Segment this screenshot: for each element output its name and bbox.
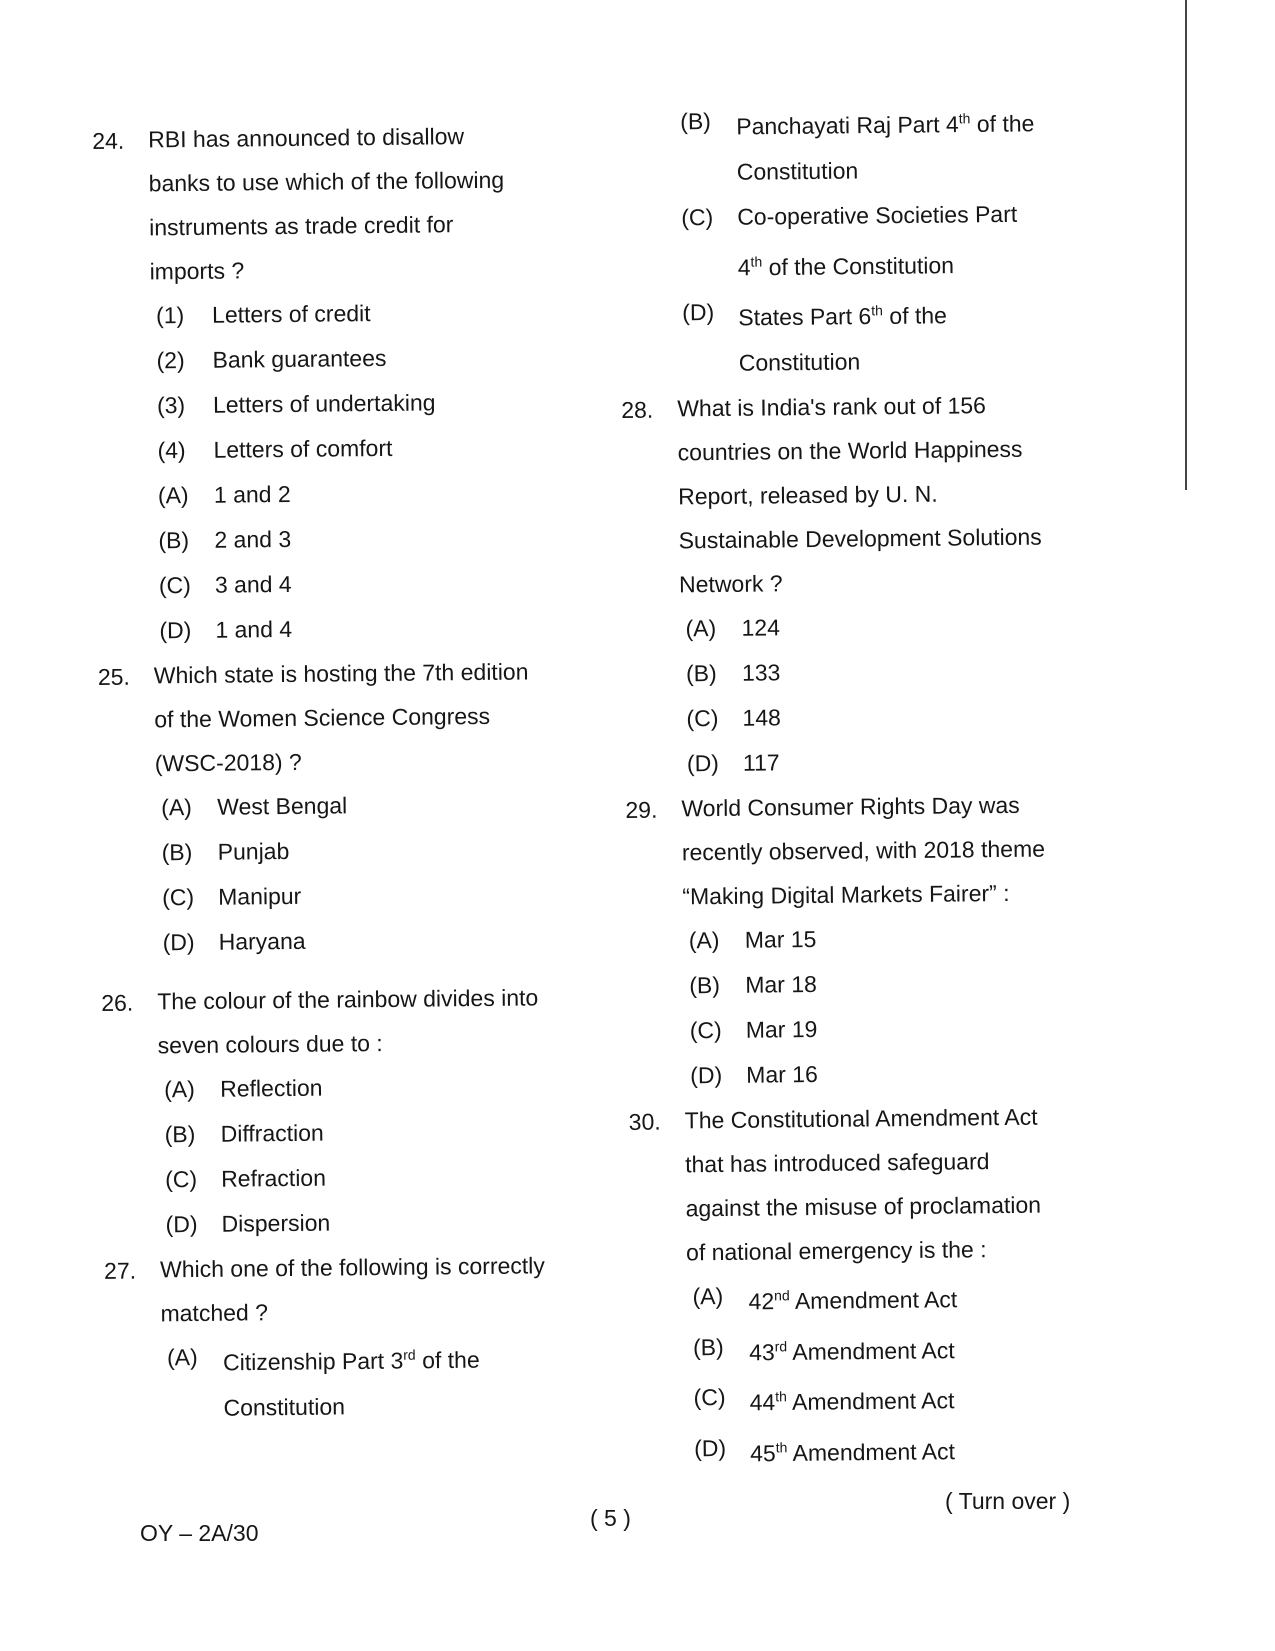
option-text [213, 380, 436, 427]
option [679, 602, 1073, 651]
option-label: (4) [157, 437, 186, 464]
question-number: 27. [103, 1257, 137, 1284]
option-line [217, 783, 347, 829]
option-text [214, 472, 291, 518]
option-main: Mar 16 [746, 1060, 818, 1088]
option [150, 289, 564, 338]
stem-line: The Constitutional Amendment Act [684, 1103, 1038, 1134]
question-number: 30. [628, 1108, 661, 1135]
option-line [217, 829, 289, 875]
stem-line: recently observed, with 2018 theme [681, 835, 1046, 866]
option [153, 559, 567, 608]
stem-line: countries on the World Happiness [677, 435, 1023, 466]
option [153, 604, 567, 653]
stem-line: What is India's rank out of 156 [677, 392, 987, 422]
option-label: (D) [690, 1061, 723, 1089]
option-main: Mar 18 [745, 970, 817, 998]
option-text [746, 1052, 818, 1098]
paper-code: OY – 2A/30 [140, 1520, 259, 1546]
option-line [221, 1156, 326, 1202]
question [101, 975, 574, 1248]
superscript: th [871, 302, 883, 319]
option-main: Manipur [218, 882, 302, 910]
option-label: (1) [155, 302, 185, 329]
option-label: (2) [156, 347, 185, 374]
option-text [221, 1201, 330, 1247]
option-main: 117 [742, 749, 780, 776]
left-column [92, 113, 576, 1432]
option-line [213, 380, 436, 427]
question [628, 1094, 1082, 1477]
option-after: Amendment Act [789, 1286, 958, 1314]
option-label: (A) [164, 1075, 195, 1103]
question-number: 25. [97, 663, 130, 690]
option-text [212, 336, 386, 383]
option-main: Co-operative Societies Part [737, 200, 1018, 230]
option [674, 95, 1069, 195]
option-text [218, 919, 305, 965]
option [687, 1321, 1082, 1376]
option-line [742, 695, 781, 740]
option-main: Punjab [217, 837, 290, 865]
option-line [223, 1383, 480, 1431]
option [155, 781, 569, 830]
option [680, 647, 1074, 696]
option-line2: of the Constitution [762, 251, 955, 280]
option-label: (A) [685, 614, 717, 642]
option-main: 44 [749, 1389, 776, 1416]
option-label: (A) [692, 1282, 724, 1310]
stem-line: instruments as trade credit for [149, 211, 454, 241]
option-main: Reflection [220, 1074, 323, 1102]
option-label: (B) [689, 971, 721, 999]
option [155, 826, 569, 875]
option-text [220, 1066, 323, 1112]
question-number: 26. [101, 989, 134, 1016]
option-text [749, 1322, 955, 1375]
question [618, 95, 1071, 387]
option-line [220, 1066, 323, 1112]
option-after: Amendment Act [787, 1336, 955, 1365]
option-text [742, 695, 781, 740]
option [676, 287, 1071, 387]
question-number: 28. [621, 396, 654, 423]
option-text [738, 287, 1071, 386]
option-line [737, 236, 1017, 290]
option-line [218, 874, 302, 920]
stem-line: Which state is hosting the 7th edition [153, 658, 529, 689]
option-label: (B) [680, 108, 712, 135]
option-main: 42 [748, 1288, 775, 1315]
option-label: (D) [165, 1210, 198, 1238]
question-number: 24. [92, 127, 125, 154]
option [150, 334, 564, 383]
option-line2: Constitution [736, 157, 859, 185]
question [92, 113, 568, 654]
option-main: 3 and 4 [214, 570, 292, 598]
question [98, 649, 571, 966]
option-line [214, 517, 291, 563]
option-main: West Bengal [217, 792, 348, 820]
option-label: (C) [681, 203, 714, 230]
option-text [745, 917, 817, 963]
option-label: (B) [685, 659, 717, 687]
option-label: (A) [166, 1343, 198, 1371]
question [621, 382, 1075, 787]
option-line [737, 191, 1017, 239]
option-label: (B) [692, 1333, 724, 1360]
option-label: (3) [156, 392, 186, 419]
option-line [223, 1332, 480, 1385]
option-label: (B) [164, 1120, 196, 1148]
option-line [749, 1322, 955, 1375]
option-main: 43 [748, 1338, 775, 1365]
option-line [746, 1007, 818, 1053]
option-line [742, 650, 781, 695]
option-main: 1 and 4 [215, 615, 293, 643]
option [680, 692, 1074, 741]
option-text [221, 1156, 326, 1202]
superscript: th [750, 253, 763, 270]
stem-line: that has introduced safeguard [685, 1148, 990, 1178]
option-main: Diffraction [220, 1119, 324, 1147]
option-after: of the [970, 110, 1035, 137]
option-text [214, 517, 291, 563]
superscript: rd [403, 1346, 416, 1363]
option-line [736, 96, 1035, 150]
option-text [217, 829, 289, 875]
option-line [212, 291, 371, 338]
question-stem [154, 649, 569, 785]
page-number: ( 5 ) [590, 1505, 631, 1531]
option-label: (B) [158, 527, 190, 554]
option-main: Mar 15 [744, 925, 817, 953]
option [683, 959, 1077, 1008]
question-stem [681, 782, 1076, 918]
option-text [215, 607, 292, 653]
option-line2-pre: 4 [737, 253, 751, 281]
option-label: (A) [161, 793, 193, 821]
option [158, 1063, 572, 1112]
option-after: Amendment Act [787, 1438, 956, 1466]
option-line [215, 562, 292, 608]
option-main: Bank guarantees [212, 344, 387, 373]
stem-line: banks to use which of the following [148, 166, 505, 197]
option-line [737, 146, 1036, 194]
stem-line: Sustainable Development Solutions [678, 523, 1042, 554]
option-line [750, 1423, 955, 1476]
page-edge-line [1185, 0, 1187, 490]
superscript: th [775, 1388, 787, 1405]
option [159, 1198, 573, 1247]
option-main: Dispersion [221, 1209, 331, 1237]
option-line [212, 336, 386, 383]
option [151, 424, 565, 473]
option-text [742, 650, 781, 695]
option [159, 1153, 573, 1202]
stem-line: Network ? [678, 570, 783, 598]
option-label: (D) [162, 928, 195, 956]
question [104, 1243, 576, 1432]
stem-line: imports ? [149, 257, 245, 285]
option-text [737, 191, 1018, 290]
option-line [746, 1052, 818, 1098]
option [686, 1270, 1081, 1325]
option-label: (C) [686, 704, 719, 732]
option-line [213, 426, 392, 473]
option [681, 737, 1075, 786]
option [683, 914, 1077, 963]
option-text [749, 1373, 954, 1426]
option-text [217, 783, 347, 829]
option-label: (C) [164, 1165, 198, 1193]
option-main: Citizenship Part 3 [222, 1347, 404, 1376]
option [684, 1049, 1078, 1098]
option-label: (D) [682, 299, 715, 326]
option-text [748, 1271, 957, 1324]
option-text [743, 740, 780, 785]
option-main: Mar 19 [745, 1015, 818, 1043]
option-line [214, 472, 291, 518]
option-label: (C) [158, 571, 191, 599]
option-text [736, 96, 1035, 195]
option-label: (C) [693, 1384, 726, 1411]
superscript: nd [774, 1287, 790, 1304]
stem-line: RBI has announced to disallow [148, 123, 465, 153]
option [687, 1371, 1082, 1426]
option [151, 379, 565, 428]
question-stem [148, 113, 564, 293]
option-main: Letters of credit [211, 300, 371, 328]
option-main: Panchayati Raj Part 4 [736, 111, 959, 140]
option-text [212, 291, 371, 338]
question-stem [677, 382, 1073, 606]
stem-line: seven colours due to : [157, 1030, 383, 1059]
option [684, 1004, 1078, 1053]
question [625, 782, 1078, 1099]
stem-line: “Making Digital Markets Fairer” : [682, 879, 1010, 910]
option-label: (A) [688, 926, 720, 954]
option [152, 469, 566, 518]
option-label: (C) [689, 1016, 722, 1044]
option-line [221, 1201, 330, 1247]
option-text [745, 962, 817, 1008]
option-text [220, 1111, 324, 1157]
stem-line: of the Women Science Congress [154, 702, 491, 733]
option-text [746, 1007, 818, 1053]
option-text [215, 562, 292, 608]
option-line [745, 962, 817, 1008]
option-line [738, 287, 1071, 386]
option-main: Haryana [218, 927, 306, 955]
option-line [748, 1271, 957, 1324]
option-line [215, 607, 292, 653]
option-line [745, 917, 817, 963]
option-main: 133 [741, 659, 781, 686]
option-main: 2 and 3 [214, 525, 292, 553]
option-text [741, 605, 780, 650]
question-stem [157, 975, 572, 1067]
option-text [218, 874, 302, 920]
option-label: (D) [693, 1434, 727, 1462]
question-stem [160, 1243, 575, 1335]
option-text [223, 1332, 481, 1430]
right-column [618, 95, 1082, 1477]
option-line [218, 919, 305, 965]
option-text [213, 426, 392, 473]
superscript: th [775, 1439, 788, 1456]
stem-line: against the misuse of proclamation [685, 1191, 1042, 1222]
option-line [741, 605, 780, 650]
option-main: 1 and 2 [213, 480, 291, 508]
stem-line: Which one of the following is correctly [159, 1252, 545, 1283]
option-main: States Part 6 [738, 303, 872, 331]
option [156, 916, 570, 965]
option-main: Letters of comfort [213, 434, 393, 463]
stem-line: The colour of the rainbow divides into [157, 984, 539, 1015]
question-stem [684, 1094, 1080, 1274]
option-label: (D) [159, 616, 192, 644]
option-text [750, 1423, 955, 1476]
option-main: 148 [742, 704, 781, 731]
option-after: of the Constitution [738, 302, 948, 376]
stem-line: of national emergency is the : [685, 1236, 987, 1266]
option-main: Refraction [220, 1164, 327, 1192]
stem-line: matched ? [160, 1299, 269, 1327]
option-label: (D) [686, 749, 720, 777]
option [156, 871, 570, 920]
option-main: 124 [741, 614, 781, 641]
option-line2: Constitution [223, 1393, 346, 1421]
option-line [220, 1111, 324, 1157]
option [158, 1108, 572, 1157]
option [152, 514, 566, 563]
option-after: of the [415, 1346, 480, 1374]
option-label: (A) [157, 482, 189, 509]
superscript: th [958, 110, 971, 127]
option [161, 1331, 576, 1431]
question-number: 29. [625, 796, 658, 823]
stem-line: (WSC-2018) ? [154, 748, 302, 777]
option [675, 191, 1070, 291]
option-line [749, 1373, 954, 1426]
option-line [743, 740, 780, 785]
option-label: (B) [161, 838, 193, 866]
option-main: Letters of undertaking [212, 389, 436, 418]
turn-over-note: ( Turn over ) [945, 1488, 1071, 1514]
option [688, 1422, 1083, 1477]
superscript: rd [774, 1337, 788, 1355]
stem-line: Report, released by U. N. [678, 480, 938, 510]
option-main: 45 [750, 1440, 776, 1467]
option-after: Amendment Act [786, 1387, 955, 1416]
stem-line: World Consumer Rights Day was [681, 791, 1020, 822]
option-label: (C) [162, 883, 195, 911]
